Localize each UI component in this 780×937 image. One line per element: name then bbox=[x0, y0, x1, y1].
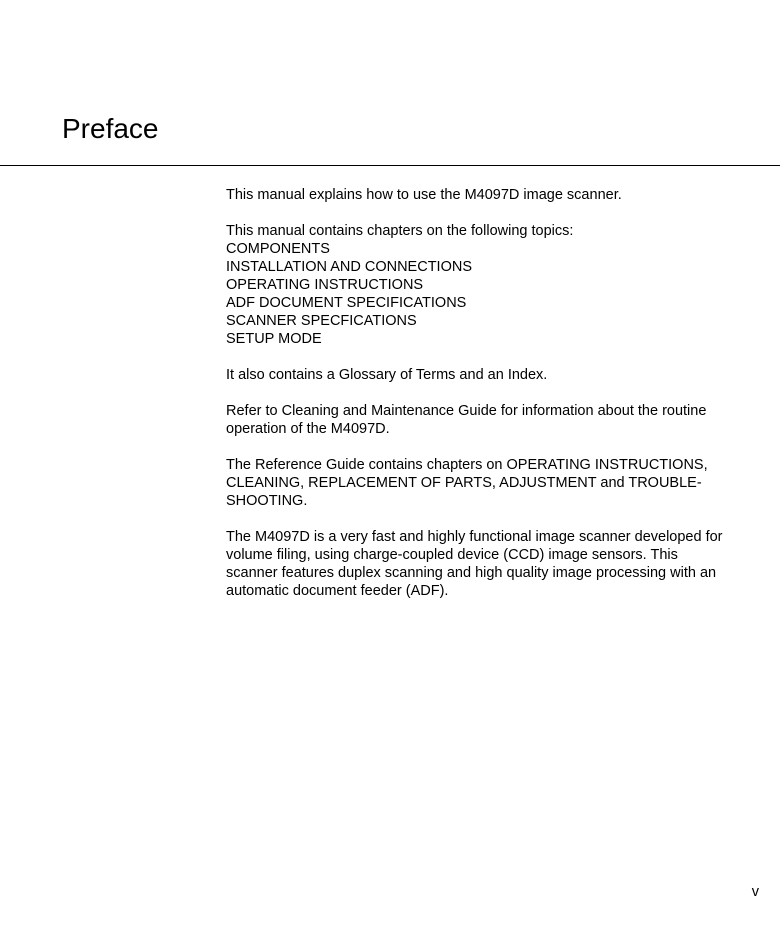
glossary-paragraph: It also contains a Glossary of Terms and an Index. bbox=[226, 367, 548, 383]
reference-guide-paragraph: The Reference Guide contains chapters on OPERATING INSTRUCTIONS, CLEANING, REPLACEMENT OF PARTS, ADJUSTMENT and TROUBLE-SHOOTING. bbox=[226, 457, 708, 509]
page-number: v bbox=[751, 884, 759, 900]
topic-item-scanner-specs: SCANNER SPECFICATIONS bbox=[226, 313, 417, 329]
topics-intro: This manual contains chapters on the following topics: bbox=[226, 223, 574, 239]
preface-body bbox=[226, 186, 726, 618]
page-title: Preface bbox=[62, 113, 159, 144]
topic-item-adf-specs: ADF DOCUMENT SPECIFICATIONS bbox=[226, 295, 467, 311]
topic-item-installation: INSTALLATION AND CONNECTIONS bbox=[226, 259, 472, 275]
topic-item-setup-mode: SETUP MODE bbox=[226, 331, 322, 347]
description-paragraph: The M4097D is a very fast and highly functional image scanner developed for volume filing, using charge-coupled device (CCD) image sensors. This scanner features duplex scanning and high quality image processing with an automatic document feeder (ADF). bbox=[226, 529, 723, 599]
intro-paragraph: This manual explains how to use the M4097D image scanner. bbox=[226, 187, 622, 203]
refer-paragraph: Refer to Cleaning and Maintenance Guide for information about the routine operation of the M4097D. bbox=[226, 403, 707, 437]
topic-list bbox=[226, 240, 726, 348]
topic-item-operating: OPERATING INSTRUCTIONS bbox=[226, 277, 424, 293]
title-divider bbox=[0, 165, 780, 166]
topic-item-components: COMPONENTS bbox=[226, 241, 330, 257]
